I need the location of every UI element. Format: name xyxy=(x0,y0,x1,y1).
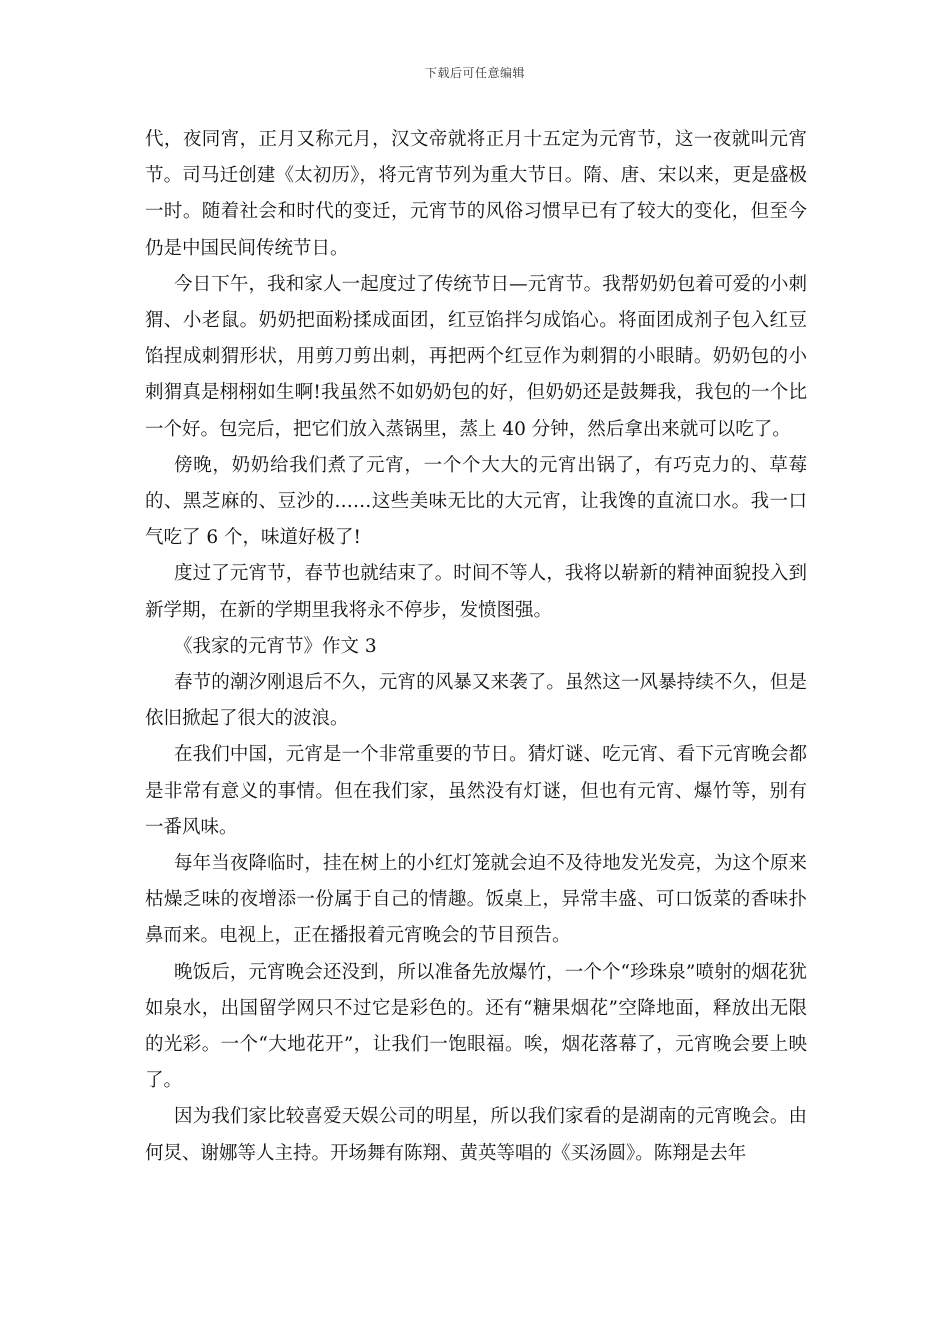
paragraph-5: 春节的潮汐刚退后不久，元宵的风暴又来袭了。虽然这一风暴持续不久，但是依旧掀起了很大的波浪。 xyxy=(145,672,807,730)
document-body xyxy=(145,122,807,1172)
paragraph-9: 因为我们家比较喜爱天娱公司的明星，所以我们家看的是湖南的元宵晚会。由何炅、谢娜等人主持。开场舞有陈翔、黄英等唱的《买汤圆》。陈翔是去年 xyxy=(145,1106,807,1164)
paragraph-1: 代，夜同宵，正月又称元月，汉文帝就将正月十五定为元宵节，这一夜就叫元宵节。司马迁创建《太初历》，将元宵节列为重大节日。隋、唐、宋以来，更是盛极一时。随着社会和时代的变迁，元宵节的风俗习惯早已有了较大的变化，但至今仍是中国民间传统节日。 xyxy=(145,129,807,259)
page-header: 下载后可任意编辑 xyxy=(424,66,525,80)
paragraph-4: 度过了元宵节，春节也就结束了。时间不等人，我将以崭新的精神面貌投入到新学期，在新的学期里我将永不停步，发愤图强。 xyxy=(145,563,807,621)
paragraph-7: 每年当夜降临时，挂在树上的小红灯笼就会迫不及待地发光发亮，为这个原来枯燥乏味的夜增添一份属于自己的情趣。饭桌上，异常丰盛、可口饭菜的香味扑鼻而来。电视上，正在播报着元宵晚会的节目预告。 xyxy=(145,853,807,947)
paragraph-3: 傍晚，奶奶给我们煮了元宵，一个个大大的元宵出锅了，有巧克力的、草莓的、黑芝麻的、豆沙的……这些美味无比的大元宵，让我馋的直流口水。我一口气吃了 6 个，味道好极了! xyxy=(145,454,807,549)
essay-title: 《我家的元宵节》作文 3 xyxy=(174,635,377,657)
paragraph-8: 晚饭后，元宵晚会还没到，所以准备先放爆竹，一个个“珍珠泉”喷射的烟花犹如泉水，出国留学网只不过它是彩色的。还有“糖果烟花”空降地面，释放出无限的光彩。一个“大地花开”，让我们一饱眼福。唉，烟花落幕了，元宵晚会要上映了。 xyxy=(145,961,807,1092)
paragraph-6: 在我们中国，元宵是一个非常重要的节日。猜灯谜、吃元宵、看下元宵晚会都是非常有意义的事情。但在我们家，虽然没有灯谜，但也有元宵、爆竹等，别有一番风味。 xyxy=(145,744,807,838)
paragraph-2: 今日下午，我和家人一起度过了传统节日—元宵节。我帮奶奶包着可爱的小刺猬、小老鼠。奶奶把面粉揉成面团，红豆馅拌匀成馅心。将面团成剂子包入红豆馅捏成刺猬形状，用剪刀剪出刺，再把两个红豆作为刺猬的小眼睛。奶奶包的小刺猬真是栩栩如生啊!我虽然不如奶奶包的好，但奶奶还是鼓舞我，我包的一个比一个好。包完后，把它们放入蒸锅里，蒸上 40 分钟，然后拿出来就可以吃了。 xyxy=(145,273,807,440)
